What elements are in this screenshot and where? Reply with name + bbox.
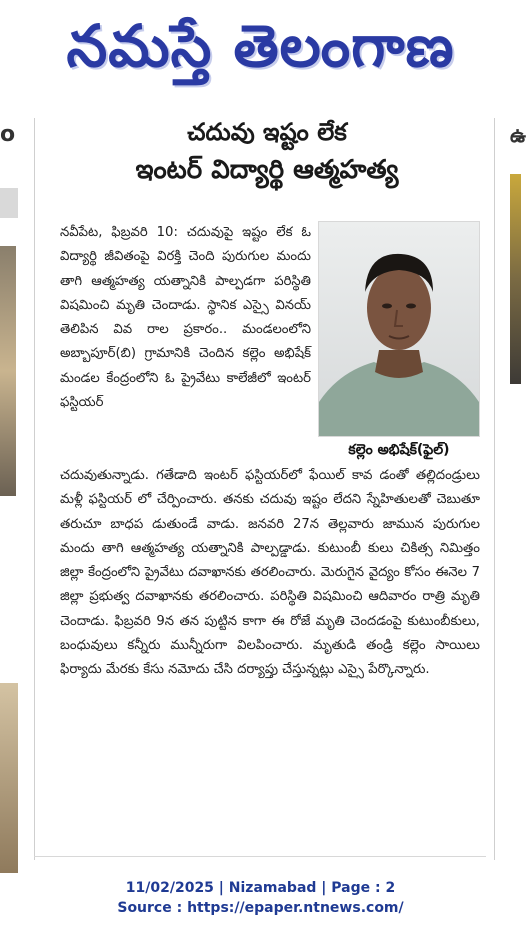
portrait-illustration: [319, 222, 479, 436]
fragment-block: [0, 188, 18, 218]
column-divider: [34, 118, 35, 860]
fragment-glyph: o: [0, 122, 16, 147]
headline-line-2: ఇంటర్ విద్యార్థి ఆత్మహత్య: [135, 155, 399, 185]
masthead: [0, 0, 521, 92]
page-footer: [0, 878, 521, 918]
edition-info: 11/02/2025 | Nizamabad | Page : 2: [125, 880, 396, 896]
headline-line-1: చదువు ఇష్టం లేక: [187, 118, 347, 146]
fragment-photo: [510, 174, 521, 384]
photo-caption: కల్లెం అభిషేక్(ఫైల్): [348, 442, 450, 458]
right-column-fragment: [508, 118, 526, 868]
student-photo: [318, 221, 480, 437]
fragment-photo: [0, 246, 16, 496]
fragment-photo: [0, 683, 18, 873]
article-body-bottom: చదువుతున్నాడు. గతేడాది ఇంటర్ ఫస్టియర్‌లో ఫేయిల్ కావ డంతో తల్లిదండ్రులు మళ్లీ ఫస్టియర్ లో చేర్పించారు. తనకు చదువు ఇష్టం లేదని స్నేహితులతో చెబుతూ తరుచూ బాధప డుతుండే వాడు. జనవరి 27న తెల్లవారు జామున పురుగుల మందు తాగి ఆత్మహత్య యత్నానికి పాల్పడ్డాడు. కుటుంబీ కులు చికిత్స నిమిత్తం జిల్లా కేంద్రంలోని ప్రైవేటు దవాఖానకు తరలించారు. మెరుగైన వైద్యం కోసం ఈనెల 7 జిల్లా ప్రభుత్వ దవాఖానకు తరలించారు. పరిస్థితి విషమించి ఆదివారం రాత్రి మృతి చెందాడు. ఫిబ్రవరి 9న తన పుట్టిన కాగా ఈ రోజే మృతి చెందడంపై కుటుంబీకులు, బంధువులు కన్నీరు మున్నీరుగా విలపించారు. మృతుడి తండ్రి కల్లెం సాయిలు ఫిర్యాదు మేరకు కేసు నమోదు చేసి దర్యాప్తు చేస్తున్నట్లు ఎస్సై పేర్కొన్నారు.: [60, 468, 480, 678]
source-link[interactable]: Source : https://epaper.ntnews.com/: [117, 900, 404, 916]
article-body-top: నవీపేట, ఫిబ్రవరి 10: చదువుపై ఇష్టం లేక ఓ విద్యార్థి జీవితంపై విరక్తి చెంది పురుగుల మందు తాగి ఆత్మహత్య యత్నానికి పాల్పడగా పరిస్థితి విషమించి మృతి చెందాడు. స్థానిక ఎస్సై వినయ్ తెలిపిన వివ రాల ప్రకారం.. మండలంలోని అబ్బాపూర్(బి) గ్రామానికి చెందిన కల్లెం అభిషేక్ మండల కేంద్రంలోని ఓ ప్రైవేటు కాలేజీలో ఇంటర్ ఫస్టియర్: [60, 225, 311, 411]
bottom-divider: [34, 856, 486, 857]
masthead-title: నమస్తే తెలంగాణ: [66, 12, 455, 80]
article-headline: [44, 114, 490, 190]
fragment-glyph: ఉ: [510, 123, 526, 147]
column-divider: [494, 118, 495, 860]
left-column-fragment: [0, 118, 18, 868]
